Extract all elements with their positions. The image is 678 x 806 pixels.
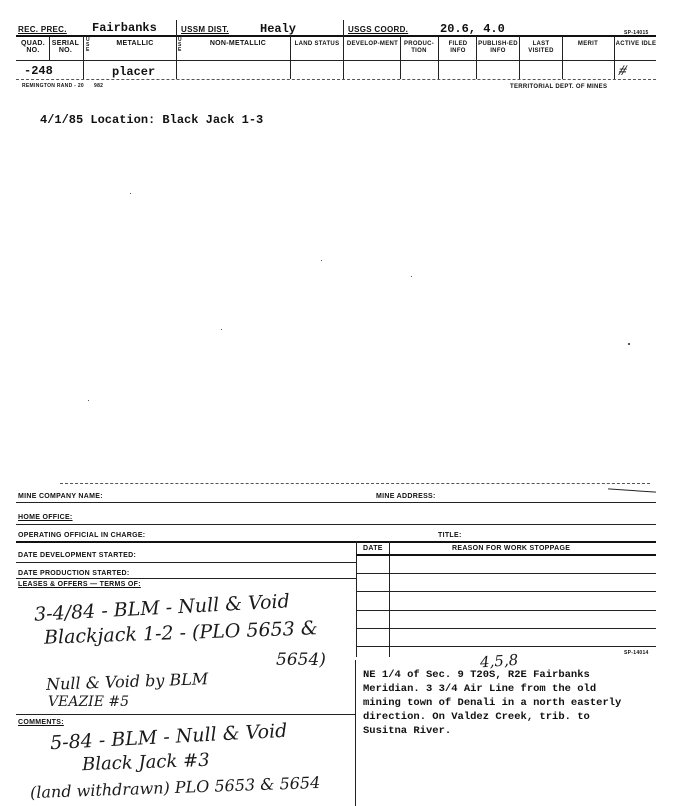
col-merit: MERIT [577,41,599,47]
table-rule [356,591,656,592]
active-idle-mark: ⧣ [618,62,626,78]
rule-home [16,524,656,525]
home-office-label: HOME OFFICE: [18,514,73,521]
table-rule [356,628,656,629]
speck [221,329,222,330]
leases-offers-label: LEASES & OFFERS — TERMS OF: [18,581,141,588]
col-metallic: METALLIC [116,40,154,47]
divider [562,36,563,79]
handwriting-line4: Null & Void by BLM [45,669,209,694]
usgs-coord-label: USGS COORD. [348,25,409,34]
form-number-bottom: SP-14014 [624,650,649,656]
table-head-rule [356,554,656,556]
divider [176,20,177,79]
divider [438,36,439,79]
divider [49,36,50,60]
footer-left-code: 982 [94,83,104,89]
date-production-label: DATE PRODUCTION STARTED: [18,570,130,577]
table-rule [356,573,656,574]
title-label: TITLE: [438,532,462,539]
legal-line4: direction. On Valdez Creek, trib. to [363,711,590,723]
rule-official [16,541,656,543]
ussm-dist-label: USSM DIST. [181,25,229,34]
handwriting-line8: (land withdrawn) PLO 5653 & 5654 [29,772,321,803]
handwriting-line7: Black Jack #3 [81,749,210,776]
header-top-rule [16,35,656,37]
divider [476,36,477,79]
col-land-status: LAND STATUS [294,41,340,47]
col-last-visited: LAST VISITED [528,41,554,54]
handwriting-sec-numbers: 4,5,8 [479,650,519,672]
speck [130,193,131,194]
col-quad-no: QUAD. NO. [20,40,46,54]
col-filed-info: FILED INFO [448,41,468,54]
stray-mark [608,488,656,492]
legal-line2: Meridian. 3 3/4 Air Line from the old [363,683,597,695]
col-published-info: PUBLISH-ED INFO [478,41,518,54]
form-number-top: SP-14015 [624,30,649,36]
mine-company-name-label: MINE COMPANY NAME: [18,493,103,500]
table-date-divider [389,541,390,657]
footer-right-label: TERRITORIAL DEPT. OF MINES [510,84,608,90]
divider [290,36,291,79]
legal-line5: Susitna River. [363,725,452,737]
speck [411,276,412,277]
rec-prec-value: Fairbanks [92,21,157,35]
legal-line1: NE 1/4 of Sec. 9 T20S, R2E Fairbanks [363,669,590,681]
reason-col-label: REASON FOR WORK STOPPAGE [452,545,571,552]
date-col-label: DATE [363,545,383,552]
operating-official-label: OPERATING OFFICIAL IN CHARGE: [18,532,146,539]
col-development: DEVELOP-MENT [346,41,399,47]
footer-left-label: REMINGTON RAND - 20 [22,83,85,89]
col-non-metallic: NON-METALLIC [209,40,267,47]
rule-leases [16,714,356,715]
usgs-coord-value: 20.6, 4.0 [440,22,505,36]
metallic-value: placer [112,65,156,79]
handwriting-line6: 5-84 - BLM - Null & Void [49,719,288,755]
table-left-edge [356,541,357,657]
location-note: 4/1/85 Location: Black Jack 1-3 [40,113,264,127]
lower-top-dash [60,483,650,484]
speck [321,260,322,261]
handwriting-line1: 3-4/84 - BLM - Null & Void [33,590,291,626]
handwriting-line2: Blackjack 1-2 - (PLO 5653 & [43,617,319,649]
rule-prod [16,578,356,579]
col-active-idle: ACTIVE IDLE [615,41,657,47]
divider [614,36,615,79]
handwriting-line5: VEAZIE #5 [48,694,130,710]
divider [400,36,401,79]
col-serial-no: SERIAL NO. [51,40,80,54]
divider [519,36,520,79]
date-development-label: DATE DEVELOPMENT STARTED: [18,552,137,559]
col-nonmetallic-usE: U S E [178,37,182,53]
rec-prec-label: REC. PREC. [18,25,67,34]
comments-label: COMMENTS: [18,719,64,726]
table-rule [356,646,656,647]
rule-company [16,502,656,503]
legal-line3: mining town of Denali in a north easterly [363,697,622,709]
divider [343,20,344,79]
divider [83,36,84,79]
col-metallic-usE: U S E [86,37,90,53]
speck [628,343,630,345]
speck [88,400,89,401]
table-rule [356,610,656,611]
legal-description [363,668,621,738]
header-bottom-rule [16,79,656,80]
handwriting-line3: 5654) [276,650,326,670]
col-production: PRODUC-TION [403,41,435,54]
rule-dev [16,562,356,563]
serial-value: -248 [24,64,53,78]
ussm-dist-value: Healy [260,22,297,36]
header-mid-rule [16,60,656,61]
comments-right-edge [355,660,356,806]
mine-address-label: MINE ADDRESS: [376,493,436,500]
